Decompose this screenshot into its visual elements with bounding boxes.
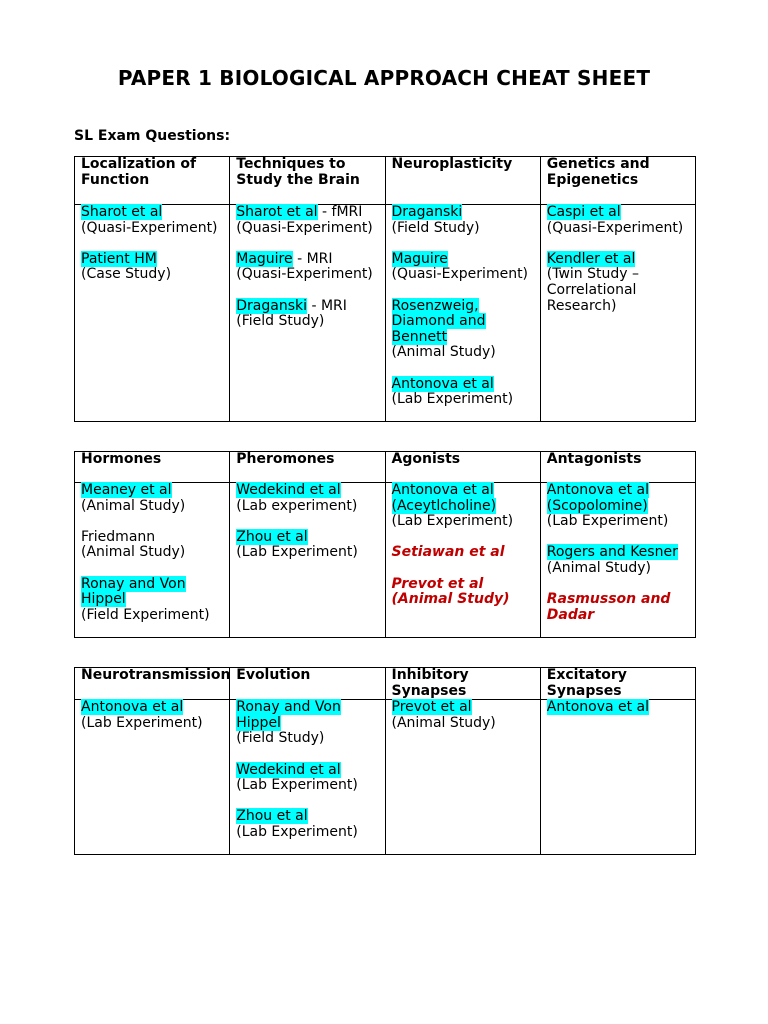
study-cell [230, 205, 385, 422]
study-name: Wedekind et al [236, 761, 341, 778]
study-entry [81, 530, 223, 561]
study-entry [547, 252, 689, 314]
study-name: Zhou et al [236, 528, 308, 545]
study-name: Draganski [236, 297, 307, 314]
study-name: Rasmusson and Dadar [546, 591, 671, 623]
study-entry [236, 700, 378, 747]
study-name: Sharot et al [236, 204, 318, 220]
study-cell [230, 483, 385, 638]
study-type: (Lab Experiment) [546, 513, 669, 530]
study-type: (Quasi-Experiment) [391, 266, 529, 283]
study-name: Antonova et al [391, 375, 494, 392]
study-entry [236, 809, 378, 840]
study-name: Ronay and Von Hippel [81, 575, 186, 608]
study-entry [392, 545, 534, 561]
study-entry [236, 299, 378, 330]
header-cell: Neuroplasticity [385, 157, 540, 205]
study-entry [236, 205, 378, 236]
study-cell [75, 700, 230, 855]
header-cell: Neurotransmission [75, 668, 230, 700]
study-entry [236, 483, 378, 514]
study-type: (Lab Experiment) [236, 777, 358, 794]
header-cell: Antagonists [540, 452, 695, 483]
header-cell: Pheromones [230, 452, 385, 483]
study-type: (Lab Experiment) [391, 513, 514, 530]
study-entry [547, 592, 689, 623]
study-table-2 [74, 451, 696, 638]
study-name: Caspi et al [546, 204, 621, 220]
study-entry [236, 530, 378, 561]
study-name: Antonova et al (Scopolomine) [546, 482, 650, 514]
study-entry [392, 483, 534, 530]
study-type: (Quasi-Experiment) [546, 219, 684, 236]
study-method: - MRI [307, 297, 347, 314]
study-type: (Field Experiment) [81, 606, 210, 623]
study-type: (Field Study) [236, 730, 325, 747]
study-name: Meaney et al [81, 482, 172, 498]
header-cell: Techniques to Study the Brain [230, 157, 385, 205]
study-cell [540, 205, 695, 422]
study-name: Prevot et al [391, 699, 472, 716]
study-type: (Animal Study) [546, 559, 651, 576]
study-name: Wedekind et al [236, 482, 341, 498]
study-entry [81, 700, 223, 731]
header-cell: Genetics and Epigenetics [540, 157, 695, 205]
study-entry [392, 377, 534, 408]
study-entry [392, 252, 534, 283]
study-cell [540, 483, 695, 638]
header-cell: Hormones [75, 452, 230, 483]
study-entry [81, 577, 223, 624]
study-name: Zhou et al [236, 808, 308, 825]
study-entry [547, 483, 689, 530]
study-name: Antonova et al [546, 699, 650, 716]
study-entry [392, 205, 534, 236]
study-type: (Animal Study) [391, 344, 496, 361]
study-name: Antonova et al [81, 699, 184, 716]
header-cell: Inhibitory Synapses [385, 668, 540, 700]
study-name: Ronay and Von Hippel [236, 699, 341, 731]
study-table-3 [74, 667, 696, 855]
study-name: Draganski [391, 204, 463, 220]
study-type: (Quasi-Experiment) [236, 266, 373, 283]
study-type: (Quasi-Experiment) [236, 219, 373, 236]
study-name: Kendler et al [546, 250, 636, 267]
study-entry [81, 205, 223, 236]
study-entry [81, 483, 223, 514]
header-cell: Evolution [230, 668, 385, 700]
study-cell [230, 700, 385, 855]
study-type: (Field Study) [391, 219, 480, 236]
study-type: (Quasi-Experiment) [81, 219, 218, 236]
study-type: (Animal Study) [81, 497, 186, 514]
study-type: (Lab Experiment) [236, 823, 358, 840]
study-cell [385, 483, 540, 638]
study-type: (Field Study) [236, 313, 325, 330]
study-entry [392, 700, 534, 731]
study-entry [392, 577, 534, 608]
page-title: PAPER 1 BIOLOGICAL APPROACH CHEAT SHEET [117, 66, 651, 90]
study-type: (Twin Study – Correlational Research) [546, 266, 639, 314]
study-entry [236, 763, 378, 794]
study-type: (Lab Experiment) [81, 714, 203, 731]
study-cell [385, 700, 540, 855]
header-cell: Localization of Function [75, 157, 230, 205]
study-entry [547, 205, 689, 236]
study-name: Patient HM [81, 250, 157, 267]
header-cell: Agonists [385, 452, 540, 483]
study-name: Rogers and Kesner [546, 544, 678, 561]
header-cell: Excitatory Synapses [540, 668, 695, 700]
study-name: Maguire [236, 250, 293, 267]
study-entry [236, 252, 378, 283]
study-entry [81, 252, 223, 283]
study-name: Maguire [391, 250, 448, 267]
study-entry [547, 700, 689, 716]
study-cell [540, 700, 695, 855]
study-type: (Lab experiment) [236, 497, 358, 514]
study-name: Rosenzweig, Diamond and Bennett [391, 297, 486, 345]
study-name: Antonova et al (Aceytlcholine) [391, 482, 497, 514]
study-method: - MRI [292, 250, 333, 267]
study-type: (Lab Experiment) [236, 544, 358, 561]
study-cell [75, 205, 230, 422]
study-type: (Animal Study) [81, 544, 186, 561]
study-method: - fMRI [317, 204, 363, 220]
study-type: (Animal Study) [391, 714, 496, 731]
study-cell [75, 483, 230, 638]
study-name: Setiawan et al [391, 544, 505, 561]
study-table-1 [74, 156, 696, 422]
study-type: (Case Study) [81, 266, 172, 283]
study-type: (Lab Experiment) [391, 391, 514, 408]
section-subheading: SL Exam Questions: [74, 128, 231, 144]
study-entry [547, 545, 689, 576]
study-entry [392, 299, 534, 361]
study-cell [385, 205, 540, 422]
study-name: Prevot et al (Animal Study) [391, 575, 510, 608]
study-name: Friedmann [81, 528, 156, 545]
study-name: Sharot et al [81, 204, 163, 220]
